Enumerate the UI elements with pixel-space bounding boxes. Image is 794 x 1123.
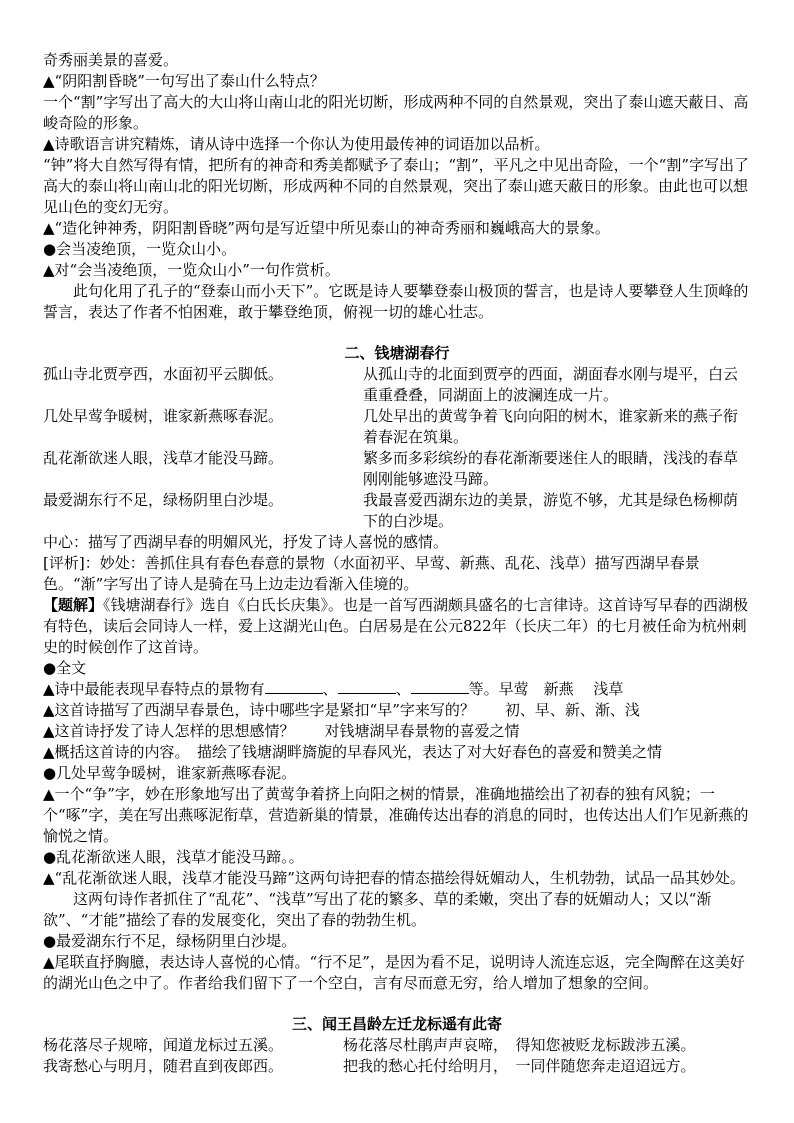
- answer: “钟”将大自然写得有情，把所有的神奇和秀美都赋予了泰山；“割”，平凡之中见出奇险，一个“割”字写出了高大的泰山将山南山北的阳光切断，形成两种不同的自然景观，突出了泰山遮天蔽日的形象。由此也可以想见山色的变幻无穷。: [43, 156, 750, 216]
- note: ▲一个“争”字，妙在形象地写出了黄莺争着挤上向阳之树的情景，准确地描绘出了初春的独有风貌；一个“啄”字，美在写出燕啄泥衔草，营造新巢的情景，准确传达出春的消息的同时，也传达出人们乍见新燕的愉悦之情。: [43, 785, 749, 845]
- blank-line: [411, 679, 469, 694]
- poem-translation: 我最喜爱西湖东边的美景，游览不够，尤其是绿色杨柳荫下的白沙堤。: [363, 491, 739, 530]
- tijie-text: 《钱塘湖春行》选自《白氏长庆集》。也是一首写西湖颇具盛名的七言律诗。这首诗写早春的西湖极有特色，读后会同诗人一样，爱上这湖光山色。白居易是在公元822年（长庆二年）的七月被任命为杭州刺史的时候创作了这首诗。: [43, 596, 749, 656]
- poem-line-row: [43, 448, 751, 490]
- answer: 这两句诗作者抓住了“乱花”、“浅草”写出了花的繁多、草的柔嫩，突出了春的妩媚动人；又以“渐欲”、“才能”描绘了春的发展变化，突出了春的勃勃生机。: [43, 890, 712, 929]
- tijie-label: 【题解】: [43, 596, 104, 614]
- poem-quote: ●最爱湖东行不足，绿杨阴里白沙堤。: [43, 932, 297, 950]
- poem-line-row: [43, 490, 751, 532]
- answer: 一个“割”字写出了高大的大山将山南山北的阳光切断，形成两种不同的自然景观，突出了泰山遮天蔽日、高峻奇险的形象。: [43, 93, 749, 132]
- poem-quote: ●乱花渐欲迷人眼，浅草才能没马蹄。。: [43, 848, 304, 866]
- comment: [评析]：妙处：善抓住具有春色春意的景物（水面初平、早莺、新燕、乱花、浅草）描写西湖早春景色。“渐”字写出了诗人是骑在马上边走边看渐入佳境的。: [43, 554, 700, 593]
- poem-line-row: [43, 364, 751, 406]
- poem-translation: 从孤山寺的北面到贾亭的西面，湖面春水刚与堤平，白云重重叠叠，同湖面上的波澜连成一片。: [363, 365, 739, 404]
- question: ▲概括这首诗的内容。 描绘了钱塘湖畔旖旎的早春风光，表达了对大好春色的喜爱和赞美之情: [43, 743, 663, 761]
- question: ▲这首诗描写了西湖早春景色，诗中哪些字是紧扣“早”字来写的？ 初、早、新、渐、浅: [43, 701, 640, 719]
- poem-line-row: [43, 1056, 751, 1077]
- note: ▲尾联直抒胸臆，表达诗人喜悦的心情。“行不足”，是因为看不足，说明诗人流连忘返，完全陶醉在这美好的湖光山色之中了。作者给我们留下了一个空白，言有尽而意无穷，给人增加了想象的空间。: [43, 953, 745, 992]
- poem-quote: ●几处早莺争暖树，谁家新燕啄春泥。: [43, 764, 297, 782]
- poem-line: 我寄愁心与明月，随君直到夜郎西。: [43, 1057, 284, 1075]
- poem-line: 乱花渐欲迷人眼，浅草才能没马蹄。: [43, 449, 284, 467]
- poem-line: 杨花落尽子规啼，闻道龙标过五溪。: [43, 1036, 284, 1054]
- center-idea: 中心：描写了西湖早春的明媚风光，抒发了诗人喜悦的感情。: [43, 533, 449, 551]
- section-title: 二、钱塘湖春行: [344, 344, 450, 362]
- quanwen-heading: ●全文: [43, 659, 87, 677]
- fill-blank-question: [43, 679, 751, 700]
- poem-translation: 杨花落尽杜鹃声声哀啼， 得知您被贬龙标跋涉五溪。: [343, 1036, 696, 1054]
- question-text: ▲诗中最能表现早春特点的景物有: [43, 680, 265, 698]
- blank-line: [265, 679, 323, 694]
- question: ▲对“会当凌绝顶，一览众山小”一句作赏析。: [43, 261, 340, 279]
- poem-translation: 把我的愁心托付给明月， 一同伴随您奔走迢迢远方。: [343, 1057, 696, 1075]
- note: ▲“乱花渐欲迷人眼，浅草才能没马蹄”这两句诗把春的情态描绘得妩媚动人，生机勃勃，试品一品其妙处。: [43, 869, 745, 887]
- document-page: [43, 50, 751, 1077]
- question-answer: 等。早莺 新燕 浅草: [468, 680, 624, 698]
- paragraph: 奇秀丽美景的喜爱。: [43, 51, 179, 69]
- poem-line-row: [43, 1035, 751, 1056]
- section-title: 三、闻王昌龄左迁龙标遥有此寄: [291, 1015, 502, 1033]
- question: ▲“阴阳割昏晓”一句写出了泰山什么特点？: [43, 72, 325, 90]
- poem-line: 几处早莺争暖树，谁家新燕啄春泥。: [43, 407, 284, 425]
- blank-line: [338, 679, 396, 694]
- poem-line-row: [43, 406, 751, 448]
- answer: 此句化用了孔子的“登泰山而小天下”。它既是诗人要攀登泰山极顶的誓言，也是诗人要攀登人生顶峰的誓言，表达了作者不怕困难，敢于攀登绝顶，俯视一切的雄心壮志。: [43, 282, 749, 321]
- poem-translation: 几处早出的黄莺争着飞向向阳的树木，谁家新来的燕子衔着春泥在筑巢。: [363, 407, 739, 446]
- question: ▲这首诗抒发了诗人怎样的思想感情？ 对钱塘湖早春景物的喜爱之情: [43, 722, 520, 740]
- tijie: [43, 595, 751, 658]
- poem-line: 最爱湖东行不足，绿杨阴里白沙堤。: [43, 491, 284, 509]
- poem-quote: ●会当凌绝顶，一览众山小。: [43, 240, 237, 258]
- note: ▲“造化钟神秀，阴阳割昏晓”两句是写近望中所见泰山的神奇秀丽和巍峨高大的景象。: [43, 219, 610, 237]
- question: ▲诗歌语言讲究精炼，请从诗中选择一个你认为使用最传神的词语加以品析。: [43, 135, 550, 153]
- separator: 、: [395, 680, 411, 698]
- poem-line: 孤山寺北贾亭西，水面初平云脚低。: [43, 365, 284, 383]
- poem-translation: 繁多而多彩缤纷的春花渐渐要迷住人的眼睛，浅浅的春草刚刚能够遮没马蹄。: [363, 449, 739, 488]
- separator: 、: [322, 680, 338, 698]
